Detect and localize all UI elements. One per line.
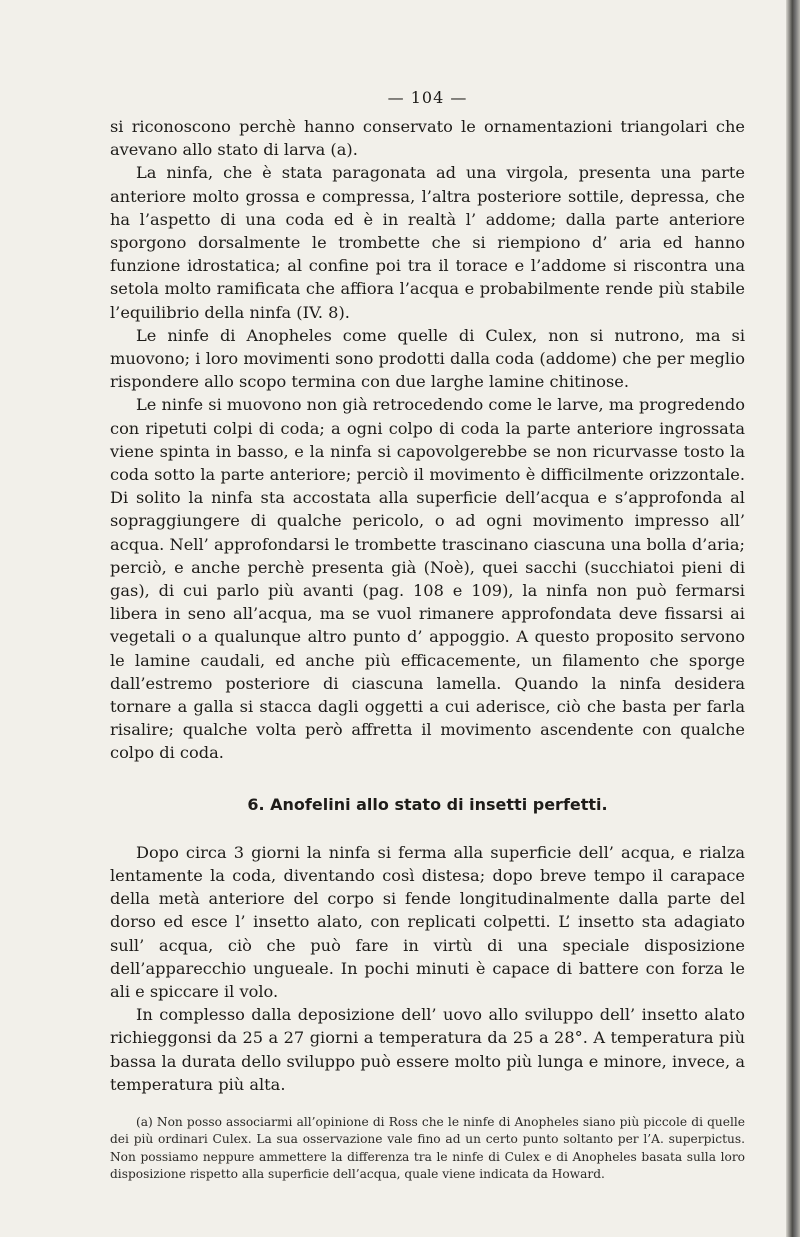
paragraph-3: Le ninfe di Anopheles come quelle di Culex, non si nutrono, ma si muovono; i loro movimenti sono prodotti dalla coda (addome) che per meglio rispondere allo scopo termina con due larghe lamine chitinose. xyxy=(110,325,745,392)
book-page xyxy=(110,88,745,1184)
paragraph-2: La ninfa, che è stata paragonata ad una virgola, presenta una parte anteriore molto grossa e compressa, l’altra posteriore sottile, depressa, che ha l’aspetto di una coda ed è in realtà l’ addome; dalla parte anteriore sporgono dorsalmente le trombette che si riempiono d’ aria ed hanno funzione idrostatica; al confine poi tra il torace e l’addome si riscontra una setola molto ramificata che affiora l’acqua e probabilmente rende più stabile l’equilibrio della ninfa (IV. 8). xyxy=(110,163,745,322)
paragraph-5: Dopo circa 3 giorni la ninfa si ferma alla superficie dell’ acqua, e rialza lentamente la coda, diventando così distesa; dopo breve tempo il carapace della metà anteriore del corpo si fende longitudinalmente dalla parte del dorso ed esce l’ insetto alato, con replicati colpetti. L’ insetto sta adagiato sull’ acqua, ciò che può fare in virtù di una speciale disposizione dell’apparecchio ungueale. In pochi minuti è capace di battere con forza le ali e spiccare il volo. xyxy=(110,842,745,1001)
page-number: — 104 — xyxy=(387,88,468,107)
body-text-bottom xyxy=(110,841,745,1096)
paragraph-4: Le ninfe si muovono non già retrocedendo come le larve, ma progredendo con ripetuti colpi di coda; a ogni colpo di coda la parte anteriore ingrossata viene spinta in basso, e la ninfa si capovolgerebbe se non ricurvasse tosto la coda sotto la parte anteriore; perciò il movimento è difficilmente orizzontale. Di solito la ninfa sta accostata alla superficie dell’acqua e s’approfonda al sopraggiungere di qualche pericolo, o ad ogni movimento impresso all’ acqua. Nell’ approfondarsi le trombette trascinano ciascuna una bolla d’aria; perciò, e anche perchè presenta già (Noè), quei sacchi (succhiatoi pieni di gas), di cui parlo più avanti (pag. 108 e 109), la ninfa non può fermarsi libera in seno all’acqua, ma se vuol rimanere approfondata deve fissarsi ai vegetali o a qualunque altro punto d’ appoggio. A questo proposito servono le lamine caudali, ed anche più efficacemente, un filamento che sporge dall’estremo posteriore di ciascuna lamella. Quando la ninfa desidera tornare a galla si stacca dagli oggetti a cui aderisce, ciò che basta per farla risalire; qualche volta però affretta il movimento ascendente con qualche colpo di coda. xyxy=(110,395,745,763)
footnote: (a) Non posso associarmi all’opinione di Ross che le ninfe di Anopheles siano più piccole di quelle dei più ordinari Culex. La sua osservazione vale fino ad un certo punto soltanto per l’A. superpictus. Non possiamo neppure ammettere la differenza tra le ninfe di Culex e di Anopheles basata sulla loro disposizione rispetto alla superficie dell’acqua, quale viene indicata da Howard. xyxy=(110,1114,745,1182)
page-edge-shadow xyxy=(786,0,800,1237)
body-text-top xyxy=(110,115,745,765)
section-heading: 6. Anofelini allo stato di insetti perfetti. xyxy=(247,794,608,814)
paragraph-6: In complesso dalla deposizione dell’ uovo allo sviluppo dell’ insetto alato richieggonsi da 25 a 27 giorni a temperatura da 25 a 28°. A temperatura più bassa la durata dello sviluppo può essere molto più lunga e minore, invece, a temperatura più alta. xyxy=(110,1005,745,1094)
paragraph-1: si riconoscono perchè hanno conservato le ornamentazioni triangolari che avevano allo stato di larva (a). xyxy=(110,117,745,160)
